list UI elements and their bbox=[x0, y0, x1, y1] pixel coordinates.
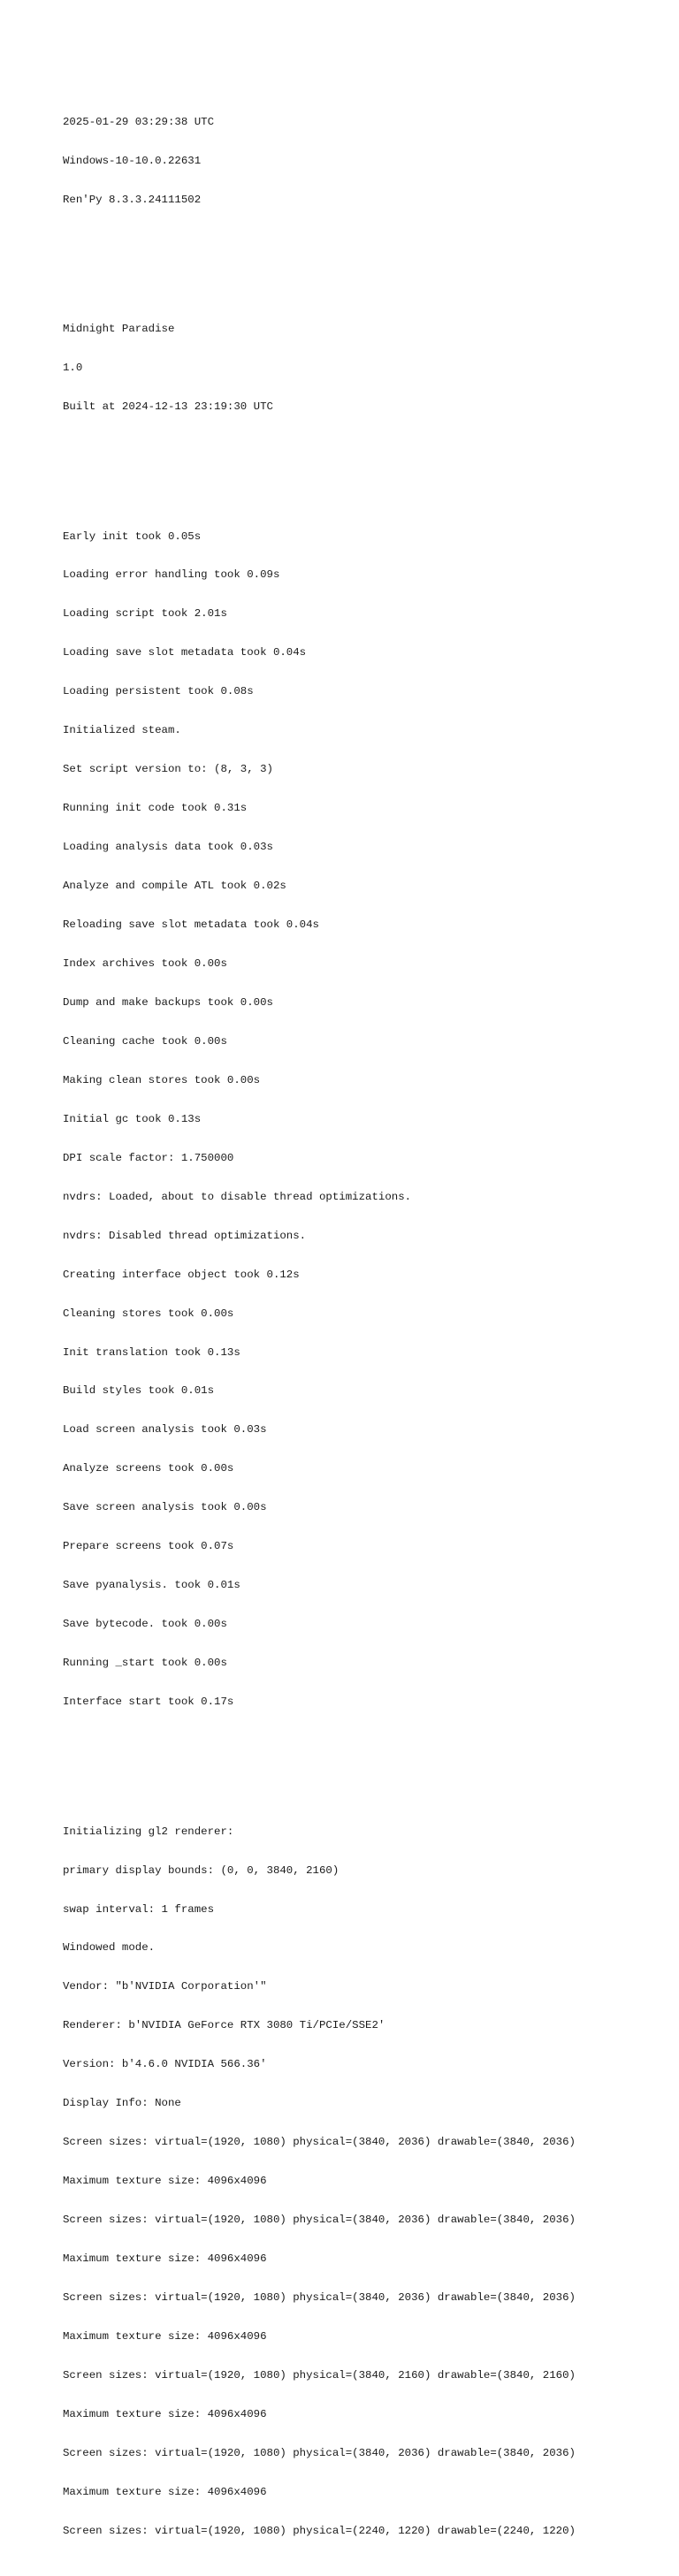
log-line: Vendor: "b'NVIDIA Corporation'" bbox=[63, 1980, 267, 1993]
log-line: Screen sizes: virtual=(1920, 1080) physical=(3840, 2036) drawable=(3840, 2036) bbox=[63, 2214, 576, 2227]
log-line: Reloading save slot metadata took 0.04s bbox=[63, 918, 319, 932]
log-line: Screen sizes: virtual=(1920, 1080) physical=(2240, 1220) drawable=(2240, 1220) bbox=[63, 2524, 576, 2537]
log-line: Index archives took 0.00s bbox=[63, 956, 227, 970]
log-line: Maximum texture size: 4096x4096 bbox=[63, 2485, 267, 2498]
log-line: Save screen analysis took 0.00s bbox=[63, 1501, 267, 1514]
log-line: Maximum texture size: 4096x4096 bbox=[63, 2330, 267, 2344]
log-line: Init translation took 0.13s bbox=[63, 1345, 240, 1359]
log-line: Screen sizes: virtual=(1920, 1080) physical=(3840, 2036) drawable=(3840, 2036) bbox=[63, 2291, 576, 2305]
log-line: Initializing gl2 renderer: bbox=[63, 1825, 234, 1838]
log-line: Loading error handling took 0.09s bbox=[63, 568, 280, 582]
log-line: Windowed mode. bbox=[63, 1941, 156, 1955]
log-line: Loading persistent took 0.08s bbox=[63, 685, 254, 698]
log-line: Early init took 0.05s bbox=[63, 530, 202, 543]
log-line: Renderer: b'NVIDIA GeForce RTX 3080 Ti/PCIe/SSE2' bbox=[63, 2019, 385, 2032]
log-line: Maximum texture size: 4096x4096 bbox=[63, 2252, 267, 2266]
log-section-header bbox=[63, 89, 576, 232]
log-line: Running _start took 0.00s bbox=[63, 1657, 227, 1670]
log-line: Screen sizes: virtual=(1920, 1080) physical=(3840, 2036) drawable=(3840, 2036) bbox=[63, 2136, 576, 2149]
blank-line bbox=[63, 465, 576, 478]
log-line: Initialized steam. bbox=[63, 724, 181, 737]
log-section-startup bbox=[63, 504, 576, 1734]
log-line: Maximum texture size: 4096x4096 bbox=[63, 2175, 267, 2188]
log-line: 2025-01-29 03:29:38 UTC bbox=[63, 115, 215, 128]
log-line: Loading save slot metadata took 0.04s bbox=[63, 646, 307, 659]
log-line: Interface start took 0.17s bbox=[63, 1696, 234, 1709]
log-line: Dump and make backups took 0.00s bbox=[63, 995, 273, 1009]
log-line: Windows-10-10.0.22631 bbox=[63, 154, 202, 167]
log-line: Screen sizes: virtual=(1920, 1080) physical=(3840, 2160) drawable=(3840, 2160) bbox=[63, 2368, 576, 2382]
log-line: Set script version to: (8, 3, 3) bbox=[63, 763, 273, 776]
log-line: Analyze screens took 0.00s bbox=[63, 1462, 234, 1475]
log-line: Build styles took 0.01s bbox=[63, 1384, 215, 1398]
blank-line bbox=[63, 1760, 576, 1773]
log-line: Creating interface object took 0.12s bbox=[63, 1268, 300, 1281]
log-line: Screen sizes: virtual=(1920, 1080) physical=(3840, 2036) drawable=(3840, 2036) bbox=[63, 2446, 576, 2459]
log-line: Save pyanalysis. took 0.01s bbox=[63, 1579, 240, 1592]
log-line: Maximum texture size: 4096x4096 bbox=[63, 2407, 267, 2420]
log-line: Cleaning stores took 0.00s bbox=[63, 1307, 234, 1320]
log-line: Save bytecode. took 0.00s bbox=[63, 1618, 227, 1631]
log-line: Ren'Py 8.3.3.24111502 bbox=[63, 193, 202, 206]
log-line: primary display bounds: (0, 0, 3840, 2160) bbox=[63, 1863, 340, 1877]
log-line: Loading analysis data took 0.03s bbox=[63, 841, 273, 854]
log-line: nvdrs: Disabled thread optimizations. bbox=[63, 1229, 307, 1242]
log-line: Making clean stores took 0.00s bbox=[63, 1073, 261, 1086]
log-line: DPI scale factor: 1.750000 bbox=[63, 1151, 234, 1164]
log-document bbox=[63, 64, 576, 2576]
log-section-renderer bbox=[63, 1799, 576, 2563]
log-line: swap interval: 1 frames bbox=[63, 1902, 215, 1916]
log-line: Prepare screens took 0.07s bbox=[63, 1540, 234, 1553]
log-line: Display Info: None bbox=[63, 2097, 181, 2110]
log-line: Built at 2024-12-13 23:19:30 UTC bbox=[63, 400, 273, 413]
log-line: Load screen analysis took 0.03s bbox=[63, 1423, 267, 1437]
log-line: Initial gc took 0.13s bbox=[63, 1112, 202, 1125]
log-line: Version: b'4.6.0 NVIDIA 566.36' bbox=[63, 2058, 267, 2071]
blank-line bbox=[63, 258, 576, 271]
log-line: Analyze and compile ATL took 0.02s bbox=[63, 880, 286, 893]
log-line: nvdrs: Loaded, about to disable thread optimizations. bbox=[63, 1190, 412, 1203]
log-section-game bbox=[63, 297, 576, 439]
log-line: Running init code took 0.31s bbox=[63, 802, 248, 815]
log-line: Cleaning cache took 0.00s bbox=[63, 1034, 227, 1048]
log-line: 1.0 bbox=[63, 362, 83, 375]
log-line: Midnight Paradise bbox=[63, 323, 175, 336]
log-line: Loading script took 2.01s bbox=[63, 607, 227, 621]
